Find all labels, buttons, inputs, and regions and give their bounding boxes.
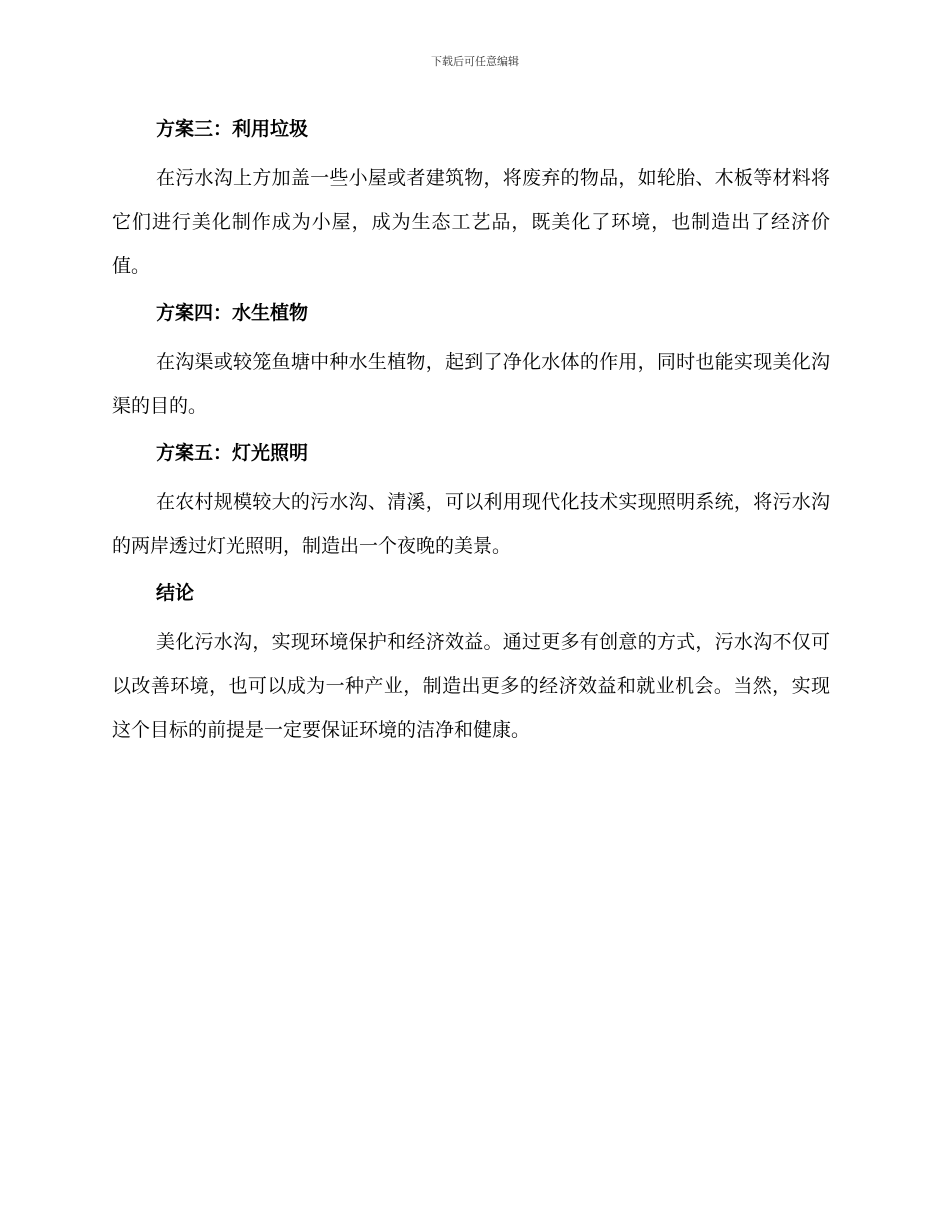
- section-paragraph-conclusion: 美化污水沟，实现环境保护和经济效益。通过更多有创意的方式，污水沟不仅可以改善环境，也可以成为一种产业，制造出更多的经济效益和就业机会。当然，实现这个目标的前提是一定要保证环境的洁净和健康。: [112, 631, 830, 741]
- section-paragraph-plan-3: 在污水沟上方加盖一些小屋或者建筑物，将废弃的物品，如轮胎、木板等材料将它们进行美化制作成为小屋，成为生态工艺品，既美化了环境，也制造出了经济价值。: [112, 167, 830, 277]
- page-header: 下载后可任意编辑: [431, 55, 519, 68]
- section-paragraph-plan-4: 在沟渠或较笼鱼塘中种水生植物，起到了净化水体的作用，同时也能实现美化沟渠的目的。: [112, 351, 830, 417]
- section-heading-conclusion: 结论: [156, 582, 195, 604]
- section-heading-plan-4: 方案四：水生植物: [156, 302, 309, 324]
- document-body: [112, 110, 830, 758]
- section-heading-plan-5: 方案五：灯光照明: [156, 442, 309, 464]
- section-heading-plan-3: 方案三：利用垃圾: [156, 118, 309, 140]
- section-paragraph-plan-5: 在农村规模较大的污水沟、清溪，可以利用现代化技术实现照明系统，将污水沟的两岸透过灯光照明，制造出一个夜晚的美景。: [112, 491, 830, 557]
